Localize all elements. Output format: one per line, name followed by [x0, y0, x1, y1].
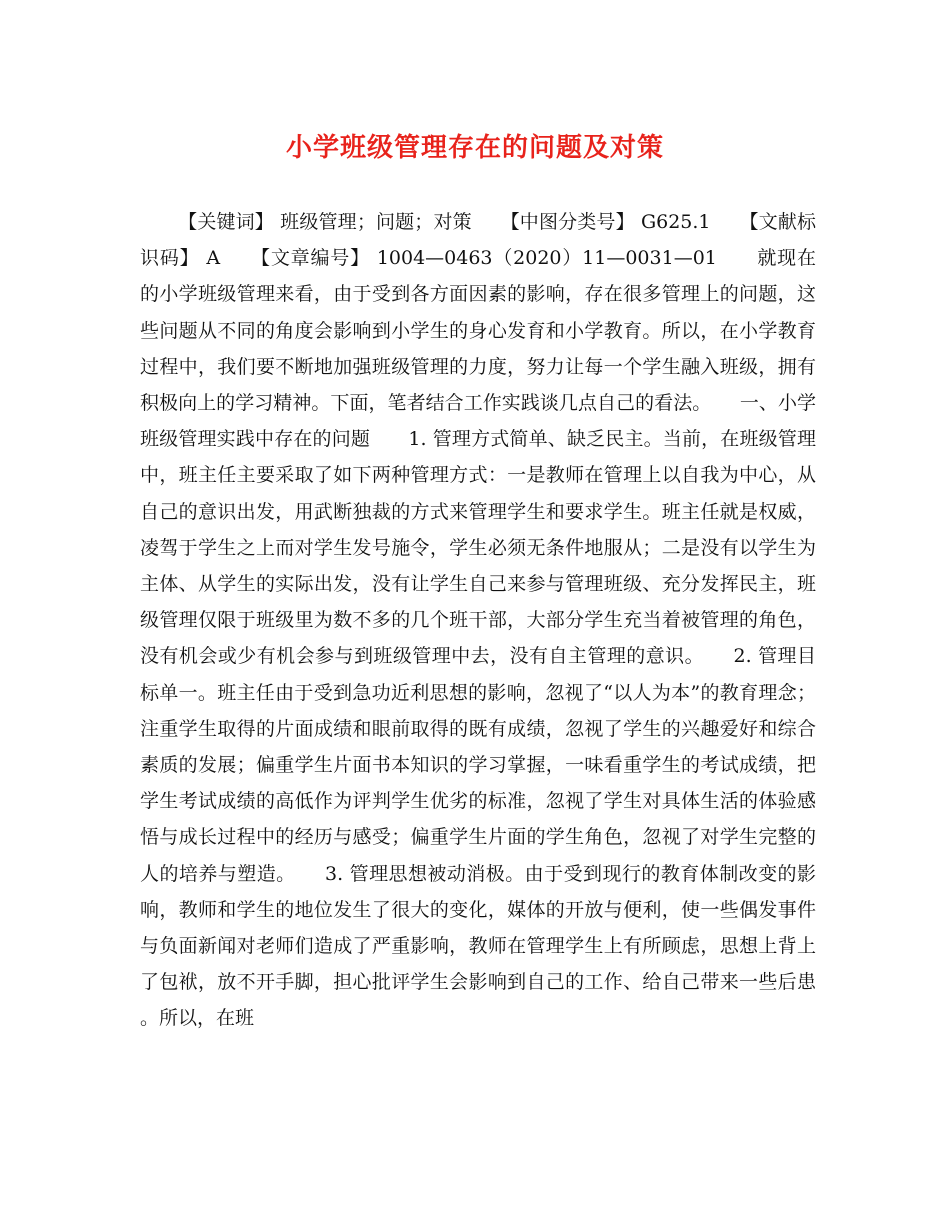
- body-text: 【关键词】 班级管理；问题；对策 【中图分类号】 G625.1 【文献标识码】 A 【文章编号】 1004—0463（2020）11—0031—01 就现在的小学班级管理来看，由于受到各方面因素的影响，存在很多管理上的问题，这些问题从不同的角度会影响到小学生的身心发育和小学教育。所以，在小学教育过程中，我们要不断地加强班级管理的力度，努力让每一个学生融入班级，拥有积极向上的学习精神。下面，笔者结合工作实践谈几点自己的看法。 一、小学班级管理实践中存在的问题 1. 管理方式简单、缺乏民主。当前，在班级管理中，班主任主要采取了如下两种管理方式：一是教师在管理上以自我为中心，从自己的意识出发，用武断独裁的方式来管理学生和要求学生。班主任就是权威，凌驾于学生之上而对学生发号施令，学生必须无条件地服从；二是没有以学生为主体、从学生的实际出发，没有让学生自己来参与管理班级、充分发挥民主，班级管理仅限于班级里为数不多的几个班干部，大部分学生充当着被管理的角色，没有机会或少有机会参与到班级管理中去，没有自主管理的意识。 2. 管理目标单一。班主任由于受到急功近利思想的影响，忽视了“以人为本”的教育理念；注重学生取得的片面成绩和眼前取得的既有成绩，忽视了学生的兴趣爱好和综合素质的发展；偏重学生片面书本知识的学习掌握，一味看重学生的考试成绩，把学生考试成绩的高低作为评判学生优劣的标准，忽视了学生对具体生活的体验感悟与成长过程中的经历与感受；偏重学生片面的学生角色，忽视了对学生完整的人的培养与塑造。 3. 管理思想被动消极。由于受到现行的教育体制改变的影响，教师和学生的地位发生了很大的变化，媒体的开放与便利，使一些偶发事件与负面新闻对老师们造成了严重影响，教师在管理学生上有所顾虑，思想上背上了包袱，放不开手脚，担心批评学生会影响到自己的工作、给自己带来一些后患。所以，在班: [140, 211, 816, 1030]
- document-body: [140, 204, 816, 1037]
- document-title: 小学班级管理存在的问题及对策: [285, 133, 664, 163]
